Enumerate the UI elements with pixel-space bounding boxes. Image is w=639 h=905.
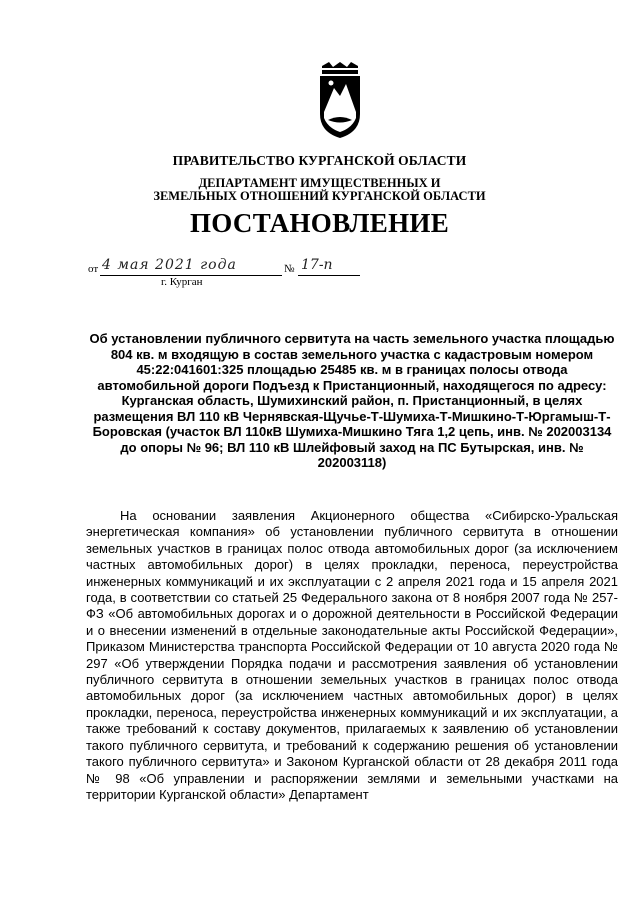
handwritten-date: 4 мая 2021 года (102, 257, 237, 273)
date-prefix: от (88, 263, 99, 275)
city: г. Курган (161, 276, 203, 288)
number-underline (298, 275, 360, 276)
document-body (86, 508, 618, 803)
coat-of-arms-icon (318, 62, 362, 140)
document-type-title: ПОСТАНОВЛЕНИЕ (189, 208, 449, 238)
number-prefix: № (284, 263, 295, 275)
department-name-line1: ДЕПАРТАМЕНТ ИМУЩЕСТВЕННЫХ И (198, 176, 441, 190)
handwritten-number: 17-п (301, 257, 333, 273)
body-paragraph: На основании заявления Акционерного общества «Сибирско-Уральская энергетическая компания» об установлении публичного сервитута в отношении земельных участков в границах полос отвода автомобильных дорог (за исключением частных автомобильных дорог) в целях прокладки, переноса, переустройства инженерных коммуникаций и их эксплуатации с 2 апреля 2021 года и 15 апреля 2021 года, в соответствии со статьей 25 Федерального закона от 8 ноября 2007 года № 257- ФЗ «Об автомобильных дорогах и о дорожной деятельности в Российской Федерации и о внесении изменений в отдельные законодательные акты Российской Федерации», Приказом Министерства транспорта Российской Федерации от 10 августа 2020 года № 297 «Об утверждении Порядка подачи и рассмотрения заявления об установлении публичного сервитута в отношении земельных участков в границах полос отвода автомобильных дорог (за исключением частных автомобильных дорог) в целях прокладки, переноса, переустройства инженерных коммуникаций и их эксплуатации, а также требований к составу документов, прилагаемых к заявлению об установлении такого публичного сервитута, и требований к содержанию решения об установлении такого публичного сервитута» и Законом Курганской области от 28 декабря 2011 года № 98 «Об управлении и распоряжении землями и земельными участками на территории Курганской области» Департамент (86, 508, 618, 802)
document-subject: Об установлении публичного сервитута на часть земельного участка площадью 804 кв. м входящую в состав земельного участка с кадастровым номером 45:22:041601:325 площадью 25485 кв. м в границах полосы отвода автомобильной дороги Подъезд к Пристанционный, находящегося по адресу: Курганская область, Шумихинский район, п. Пристанционный, в целях размещения ВЛ 110 кВ Чернявская-Щучье-Т-Шумиха-Т-Мишкино-Т-Юргамыш-Т-Боровская (участок ВЛ 110кВ Шумиха-Мишкино Тяга 1,2 цепь, инв. № 202003134 до опоры № 96; ВЛ 110 кВ Шлейфовый заход на ПС Бутырская, инв. № 202003118) (89, 331, 615, 470)
department-name-line2: ЗЕМЕЛЬНЫХ ОТНОШЕНИЙ КУРГАНСКОЙ ОБЛАСТИ (153, 189, 486, 203)
government-name: ПРАВИТЕЛЬСТВО КУРГАНСКОЙ ОБЛАСТИ (172, 153, 467, 168)
date-number-row (88, 255, 388, 277)
